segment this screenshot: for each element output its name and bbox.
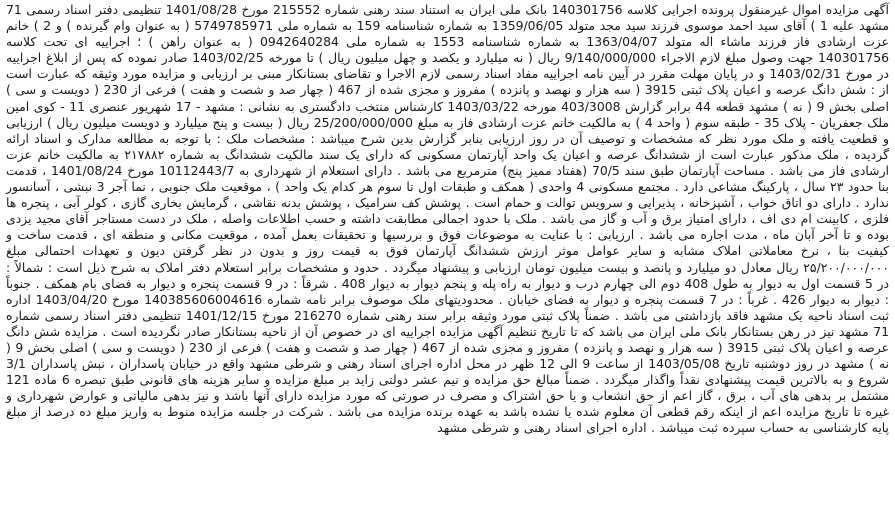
auction-notice-text: آگهی مزایده اموال غیرمنقول پرونده اجرایی کلاسه 140301756 بانک ملی ایران به استناد سند رهنی شماره 215552 مورخ 1401/08/28 تنظیمی دفتر اسناد رسمی 71 مشهد علیه 1 ) آقای سید احمد موسوی فرزند سید مجد متولد 1359/06/05 به شماره شناسنامه 159 به شماره ملی 5749785971 ( به عنوان وام گیرنده ) و 2 ) خانم عزت ارشادی فاز فرزند ماشاء اله متولد 1363/04/07 به شماره شناسنامه 1553 به شماره ملی 0942640284 ( به عنوان راهن ) ؛ اجراییه ای تحت کلاسه 140301756 جهت وصول مبلغ لازم الاجراء 9/140/000/000 ریال ( نه میلیارد و یکصد و چهل میلیون ریال ) تا مورخه 1403/02/25 صادر نموده که پس از ابلاغ اجراییه در مورخ 1403/02/31 و در پایان مهلت مقرر در آیین نامه اجراییه مفاد اسناد رسمی لازم الاجرا و تقاضای بستانکار مبنی بر ارزیابی و مزایده مورد وثیقه که عبارت است از : شش دانگ عرصه و اعیان پلاک ثبتی 3915 ( سه هزار و نهصد و پانزده ) مفروز و مجزی شده از 467 ( چهار صد و شصت و هفت ) فرعی از 230 ( دویست و سی ) اصلی بخش 9 ( نه ) مشهد قطعه 44 برابر گزارش 403/3008 مورخه 1403/03/22 کارشناس منتخب دادگستری به نشانی : مشهد - 17 شهریور عنصری 11 - کوی امین ملک جعفریان - پلاک 35 - طبقه سوم ( واحد 4 ) به مالکیت خانم عزت ارشادی فاز به مبلغ 25/200/000/000 ریال ( بیست و پنج میلیارد و دویست میلیون ریال ) ارزیابی و قطعیت یافته و ملک مورد نظر که مشخصات و توصیف آن در روز ارزیابی بنابر گزارش بدین شرح میباشد : مشخصات ملک : با توجه به مطالعه مدارک و اسناد ارائه گردیده ، ملک مذکور عبارت است از ششدانگ عرصه و اعیان یک واحد آپارتمان مسکونی که دارای یک سند مالکیت ششدانگ به شماره ۲۱۷۸۸۲ به مالکیت خانم عزت ارشادی فاز می باشد . مساحت آپارتمان طبق سند 70/5 (هفتاد ممیز پنج) مترمربع می باشد . دارای استعلام از شهرداری به 10112443/7 مورخ 1401/08/24 ، قدمت بنا حدود ۲۳ سال ، پارکینگ مشاعی دارد . مجتمع مسکونی 4 واحدی ( همکف و طبقات اول تا سوم هر کدام یک واحد ) ، موقعیت ملک جنوبی ، نما آجر 3 نبشی ، آسانسور ندارد . دارای دو اتاق خواب ، آشپزخانه ، پذیرایی و سرویس توالت و حمام است . پوشش کف سرامیک ، پوشش بدنه نقاشی ، گرمایش بخاری گازی ، کولر آبی ، پنجره ها فلزی ، کابینت ام دی اف ، دارای امتیاز برق و آب و گاز می باشد . ملک با حدود اجمالی مطابقت داشته و حسب اطلاعات واصله ، ملک در دست مستاجر آقای مجید یزدی بوده و تا آخر آبان ماه ، مدت اجاره می باشد . ارزیابی : با عنایت به موضوعات فوق و بررسیها و تحقیقات بعمل آمده ، موقعیت مکانی و منطقه ای ، قدمت ساخت و کیفیت بنا ، نرخ معاملاتی املاک مشابه و سایر عوامل موثر ارزش ششدانگ آپارتمان فوق به قیمت روز و بدون در نظر گرفتن دیون و تعهدات احتمالی مبلغ ۲۵/۲۰۰/۰۰۰/۰۰۰ ریال معادل دو میلیارد و پانصد و بیست میلیون تومان ارزیابی و پیشنهاد میگردد . حدود و مشخصات برابر استعلام دفتر املاک به شرح ذیل است : شمالاً : در 5 قسمت اول به دیوار به طول 408 دوم الی چهارم درب و دیوار به راه پله و پنجم دیوار به دیوار 408 . شرقاً : در 9 قسمت پنجره و دیوار به فضای بام همکف . جنوباً : دیوار به دیوار 426 . غرباً : در 7 قسمت پنجره و دیوار به فضای خیابان . محدودیتهای ملک موصوف برابر نامه شماره 140385606004616 مورخ 1403/04/20 اداره ثبت اسناد ناحیه یک مشهد فاقد بازداشتی می باشد . ضمناً پلاک ثبتی مورد وثیقه برابر سند رهنی شماره 216270 مورخ 1401/12/15 تنظیمی دفتر اسناد رسمی شماره 71 مشهد نیز در رهن بستانکار بانک ملی ایران می باشد که تا تاریخ تنظیم آگهی مزایده اجراییه ای در خصوص آن از ناحیه بستانکار صادر نگردیده است . مزایده شش دانگ عرصه و اعیان پلاک ثبتی 3915 ( سه هزار و نهصد و پانزده ) مفروز و مجزی شده از 467 ( چهار صد و شصت و هفت ) فرعی از 230 ( دویست و سی ) اصلی بخش 9 ( نه ) مشهد در روز دوشنبه تاریخ 1403/05/08 از ساعت 9 الی 12 ظهر در محل اداره اجرای اسناد رهنی و شرطی مشهد واقع در خیابان پاسداران ، نبش پاسداران 3/1 شروع و به بالاترین قیمت پیشنهادی نقداً واگذار میگردد . ضمناً مبالغ حق مزایده و نیم عشر دولتی زاید بر مبلغ مزایده و سایر هزینه های قانونی طبق تبصره 6 ماده 121 مشتمل بر بدهی های آب ، برق ، گاز اعم از حق انشعاب و یا حق اشتراک و مصرف در صورتی که مورد مزایده دارای آنها باشد و نیز بدهی مالیاتی و عوارض شهرداری و غیره تا تاریخ مزایده اعم از اینکه رقم قطعی آن معلوم شده یا نشده باشد به عهده برنده مزایده می باشد . شرکت در جلسه مزایده منوط به واریز مبلغ ده درصد از مبلغ پایه کارشناسی به حساب سپرده ثبت میباشد . اداره اجرای اسناد رهنی و شرطی مشهد — [6, 2, 890, 436]
